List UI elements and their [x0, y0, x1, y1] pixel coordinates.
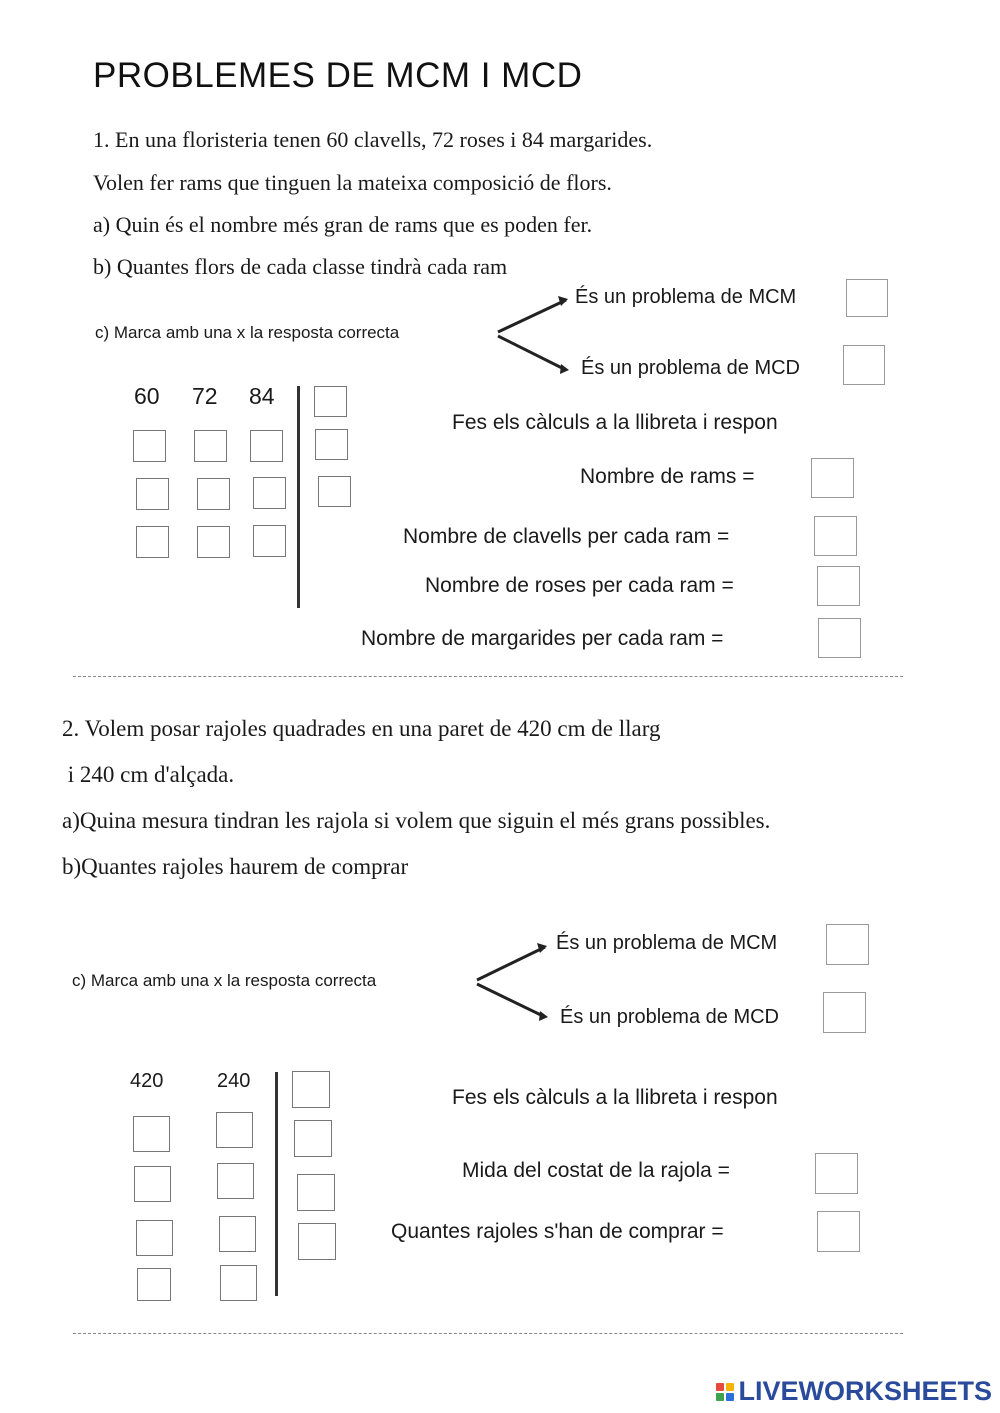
- problem2-question-a: a)Quina mesura tindran les rajola si volem que siguin el més grans possibles.: [62, 808, 771, 833]
- problem2-statement-line2: i 240 cm d'alçada.: [62, 762, 235, 787]
- problem2-mark-label: c) Marca amb una x la resposta correcta: [72, 971, 377, 990]
- problem1-answer-clavells-input[interactable]: [814, 516, 857, 556]
- problem2-statement-line1: 2. Volem posar rajoles quadrades en una paret de 420 cm de llarg: [62, 716, 661, 741]
- problem1-option-mcd-label: És un problema de MCD: [581, 357, 800, 379]
- problem1-option-mcm-label: És un problema de MCM: [575, 286, 797, 308]
- problem2-quotient-box[interactable]: [220, 1265, 257, 1301]
- problem1-calc-instruction: Fes els càlculs a la llibreta i respon: [452, 411, 778, 434]
- problem2-quotient-box[interactable]: [216, 1112, 253, 1148]
- problem1-quotient-box[interactable]: [250, 430, 283, 462]
- brand-name: LIVEWORKSHEETS: [738, 1376, 992, 1406]
- problem1-quotient-box[interactable]: [197, 478, 230, 510]
- problem1-quotient-box[interactable]: [253, 477, 286, 509]
- problem2-option-mcm-checkbox[interactable]: [826, 924, 869, 965]
- problem2-branch-arrows-icon: [473, 937, 553, 1027]
- problem2-option-mcd-label: És un problema de MCD: [560, 1006, 779, 1028]
- problem1-answer-label-roses: Nombre de roses per cada ram =: [425, 574, 734, 597]
- bottom-divider: [73, 1333, 903, 1334]
- problem2-question-b: b)Quantes rajoles haurem de comprar: [62, 854, 409, 879]
- problem1-option-mcd-checkbox[interactable]: [843, 345, 885, 385]
- problem2-divisor-box[interactable]: [297, 1174, 335, 1211]
- problem2-answer-count-input[interactable]: [817, 1211, 860, 1252]
- problem2-divisor-box[interactable]: [294, 1120, 332, 1157]
- problem2-option-mcd-checkbox[interactable]: [823, 992, 866, 1033]
- liveworksheets-brand: [716, 1376, 992, 1407]
- problem2-answer-label-count: Quantes rajoles s'han de comprar =: [391, 1220, 724, 1243]
- problem2-calc-instruction: Fes els càlculs a la llibreta i respon: [452, 1086, 778, 1109]
- problem1-answer-rams-input[interactable]: [811, 458, 854, 498]
- problem1-statement-line2: Volen fer rams que tinguen la mateixa composició de flors.: [93, 170, 612, 195]
- problem1-divisor-box[interactable]: [315, 429, 348, 460]
- page-title: PROBLEMES DE MCM I MCD: [93, 56, 583, 95]
- problem1-answer-label-margarides: Nombre de margarides per cada ram =: [361, 627, 724, 650]
- problem1-quotient-box[interactable]: [136, 526, 169, 558]
- problem1-quotient-box[interactable]: [136, 478, 169, 510]
- problem1-option-mcm-checkbox[interactable]: [846, 279, 888, 317]
- problem1-quotient-box[interactable]: [197, 526, 230, 558]
- problem1-quotient-box[interactable]: [194, 430, 227, 462]
- problem2-quotient-box[interactable]: [219, 1216, 256, 1252]
- problem2-number-420: 420: [130, 1070, 164, 1092]
- problem1-mark-label: c) Marca amb una x la resposta correcta: [95, 323, 400, 342]
- problem2-division-line: [275, 1072, 278, 1296]
- problem1-quotient-box[interactable]: [133, 430, 166, 462]
- problem1-number-60: 60: [134, 383, 160, 409]
- problem2-quotient-box[interactable]: [136, 1220, 173, 1256]
- problem1-branch-arrows-icon: [494, 290, 574, 380]
- problem2-divisor-box[interactable]: [292, 1071, 330, 1108]
- problem2-answer-label-side: Mida del costat de la rajola =: [462, 1159, 730, 1182]
- problem2-option-mcm-label: És un problema de MCM: [556, 932, 778, 954]
- problem1-number-72: 72: [192, 383, 218, 409]
- section-divider: [73, 676, 903, 677]
- problem1-number-84: 84: [249, 383, 275, 409]
- problem2-answer-side-input[interactable]: [815, 1153, 858, 1194]
- problem1-answer-margarides-input[interactable]: [818, 618, 861, 658]
- problem1-divisor-box[interactable]: [318, 476, 351, 507]
- problem1-answer-label-clavells: Nombre de clavells per cada ram =: [403, 525, 730, 548]
- problem2-quotient-box[interactable]: [217, 1163, 254, 1199]
- problem1-statement-line1: 1. En una floristeria tenen 60 clavells, 72 roses i 84 margarides.: [93, 127, 653, 152]
- problem1-question-a: a) Quin és el nombre més gran de rams que es poden fer.: [93, 212, 593, 237]
- problem1-quotient-box[interactable]: [253, 525, 286, 557]
- problem1-answer-label-rams: Nombre de rams =: [580, 465, 755, 488]
- problem2-divisor-box[interactable]: [298, 1223, 336, 1260]
- problem2-quotient-box[interactable]: [133, 1116, 170, 1152]
- problem1-divisor-box[interactable]: [314, 386, 347, 417]
- problem2-quotient-box[interactable]: [137, 1268, 171, 1301]
- problem1-answer-roses-input[interactable]: [817, 566, 860, 606]
- problem1-question-b: b) Quantes flors de cada classe tindrà cada ram: [93, 254, 508, 279]
- problem2-quotient-box[interactable]: [134, 1166, 171, 1202]
- problem1-division-line: [297, 386, 300, 608]
- problem2-number-240: 240: [217, 1070, 251, 1092]
- liveworksheets-logo-icon: [716, 1383, 734, 1401]
